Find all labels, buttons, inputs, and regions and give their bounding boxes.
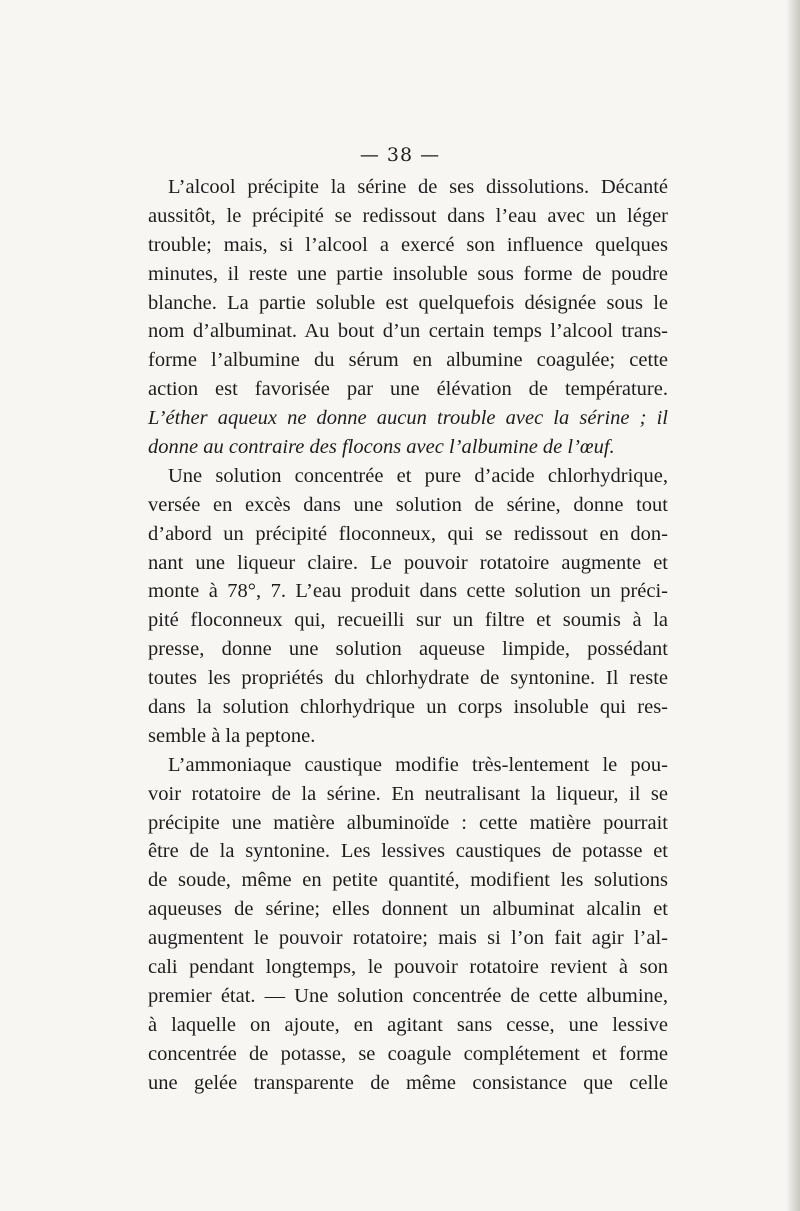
text-line: aqueuses de sérine; elles donnent un albuminat alcalin et <box>148 898 668 921</box>
text-line: L’ammoniaque caustique modifie très-lentement le pou- <box>168 753 668 776</box>
text-line: presse, donne une solution aqueuse limpide, possédant <box>148 638 668 661</box>
text-line: concentrée de potasse, se coagule complétement et forme <box>148 1042 668 1065</box>
text-line: cali pendant longtemps, le pouvoir rotatoire revient à son <box>148 956 668 979</box>
text-line: premier état. — Une solution concentrée de cette albumine, <box>148 984 668 1007</box>
text-line: minutes, il reste une partie insoluble sous forme de poudre <box>148 262 668 285</box>
text-line: être de la syntonine. Les lessives caustiques de potasse et <box>148 840 668 863</box>
text-line: action est favorisée par une élévation de température. <box>148 378 668 401</box>
text-line: L’alcool précipite la sérine de ses dissolutions. Décanté <box>168 176 668 198</box>
text-line: pité floconneux qui, recueilli sur un filtre et soumis à la <box>148 609 668 632</box>
text-line: voir rotatoire de la sérine. En neutralisant la liqueur, il se <box>148 782 668 805</box>
page-edge-shadow <box>786 0 800 1211</box>
text-line: dans la solution chlorhydrique un corps insoluble qui res- <box>148 696 668 719</box>
text-line: aussitôt, le précipité se redissout dans l’eau avec un léger <box>148 204 668 227</box>
text-line: précipite une matière albuminoïde : cette matière pourrait <box>148 811 668 834</box>
text-line: semble à la peptone. <box>148 724 316 747</box>
text-line: nant une liqueur claire. Le pouvoir rotatoire augmente et <box>148 551 668 574</box>
text-line: de soude, même en petite quantité, modifient les solutions <box>148 869 668 892</box>
page-number: — 38 — <box>359 144 441 166</box>
body-text <box>148 173 668 1098</box>
text-line: d’abord un précipité floconneux, qui se redissout en don- <box>148 522 668 545</box>
text-line-italic: L’éther aqueux ne donne aucun trouble avec la sérine ; il <box>148 407 668 430</box>
text-line: Une solution concentrée et pure d’acide chlorhydrique, <box>168 464 668 487</box>
text-line: toutes les propriétés du chlorhydrate de syntonine. Il reste <box>148 667 668 690</box>
text-line: monte à 78°, 7. L’eau produit dans cette solution un préci- <box>148 580 668 603</box>
text-line: augmentent le pouvoir rotatoire; mais si l’on fait agir l’al- <box>148 927 668 950</box>
text-line: à laquelle on ajoute, en agitant sans cesse, une lessive <box>148 1013 668 1036</box>
text-line: forme l’albumine du sérum en albumine coagulée; cette <box>148 349 668 372</box>
text-line: blanche. La partie soluble est quelquefois désignée sous le <box>148 291 668 314</box>
text-line: une gelée transparente de même consistance que celle <box>148 1071 668 1094</box>
text-line-italic: donne au contraire des flocons avec l’albumine de l’œuf. <box>148 436 615 459</box>
text-line: versée en excès dans une solution de sérine, donne tout <box>148 493 668 516</box>
text-line: nom d’albuminat. Au bout d’un certain temps l’alcool trans- <box>148 320 668 343</box>
text-line: trouble; mais, si l’alcool a exercé son influence quelques <box>148 233 668 256</box>
